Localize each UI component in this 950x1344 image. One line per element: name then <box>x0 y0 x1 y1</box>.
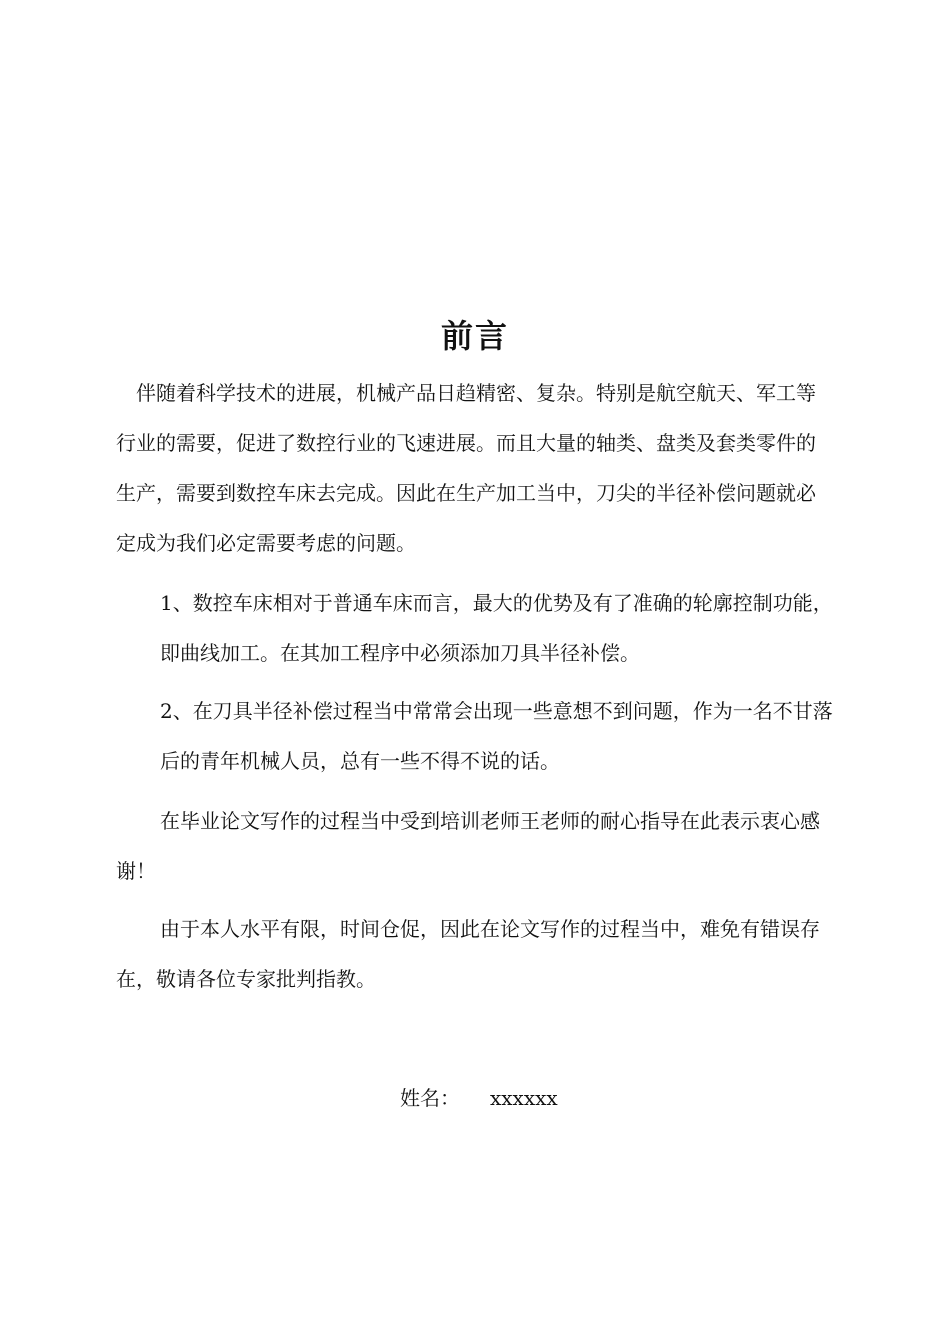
list-item-1: 1、数控车床相对于普通车床而言，最大的优势及有了准确的轮廓控制功能，即曲线加工。在其加工程序中必须添加刀具半径补偿。 <box>160 591 833 665</box>
list-item-2: 2、在刀具半径补偿过程当中常常会出现一些意想不到问题，作为一名不甘落后的青年机械人员，总有一些不得不说的话。 <box>160 699 833 773</box>
signature <box>400 1076 558 1120</box>
page-title: 前言 <box>440 317 509 355</box>
signature-name: xxxxxx <box>490 1086 558 1110</box>
thanks-paragraph: 在毕业论文写作的过程当中受到培训老师王老师的耐心指导在此表示衷心感谢！ <box>116 809 820 883</box>
signature-label: 姓名： <box>400 1086 460 1110</box>
intro-paragraph: 伴随着科学技术的进展，机械产品日趋精密、复杂。特别是航空航天、军工等行业的需要，促进了数控行业的飞速进展。而且大量的轴类、盘类及套类零件的生产，需要到数控车床去完成。因此在生产加工当中，刀尖的半径补偿问题就必定成为我们必定需要考虑的问题。 <box>116 381 816 555</box>
apology-paragraph: 由于本人水平有限，时间仓促，因此在论文写作的过程当中，难免有错误存在，敬请各位专家批判指教。 <box>116 917 820 991</box>
